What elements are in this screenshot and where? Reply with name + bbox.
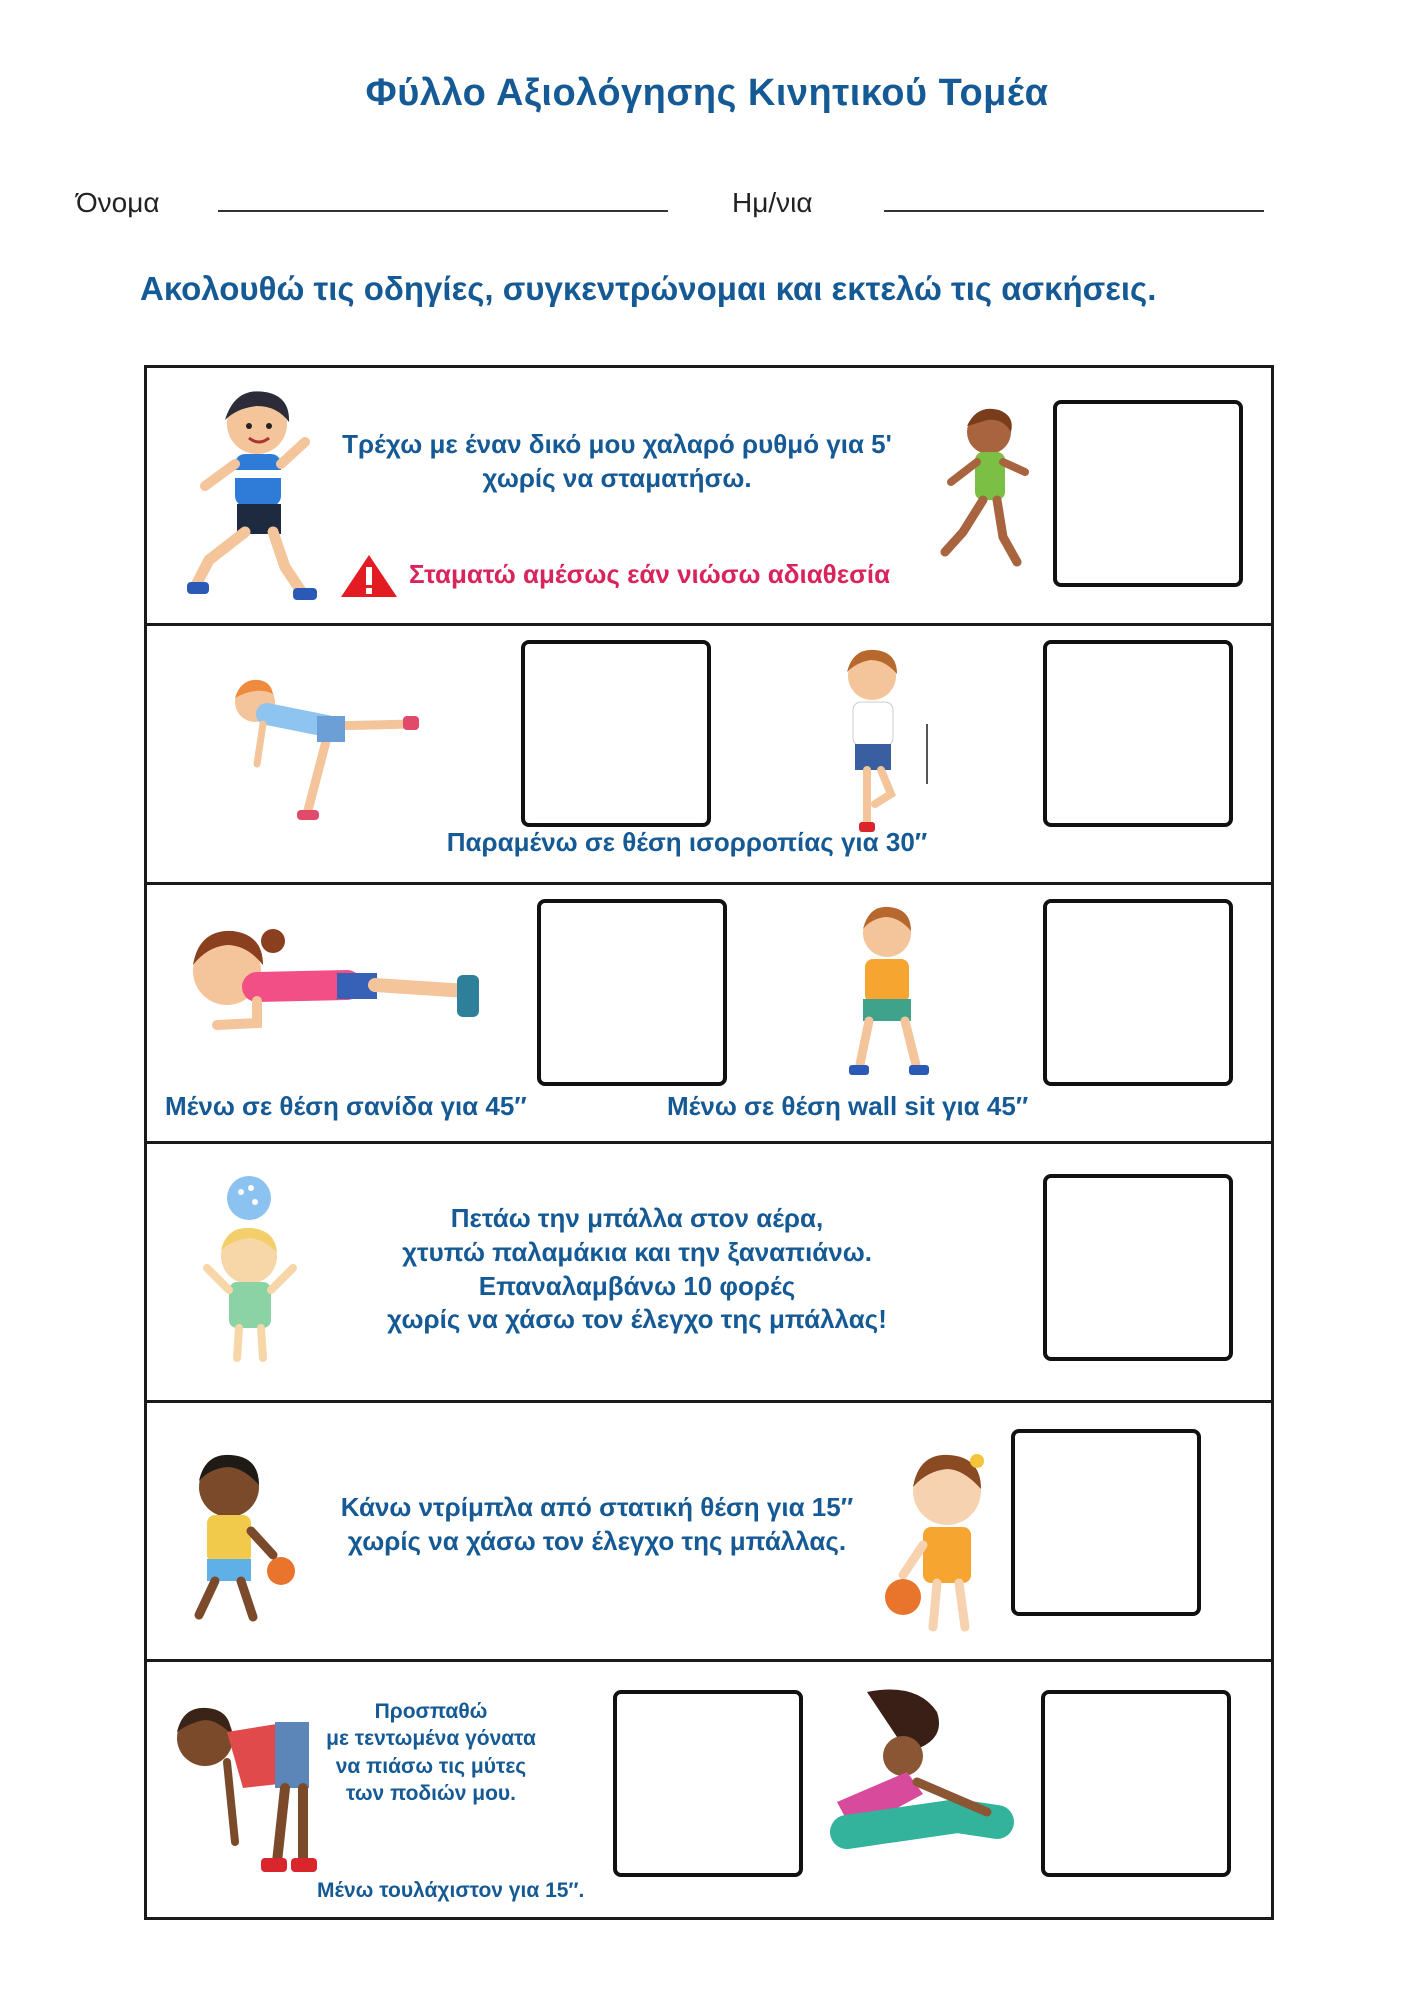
stretch-hold-text: Μένω τουλάχιστον για 15′′. — [317, 1879, 585, 1902]
name-field-line[interactable] — [218, 210, 668, 212]
ball-toss-line-3: Επαναλαμβάνω 10 φορές — [478, 1270, 796, 1301]
dribble-line-2: χωρίς να χάσω τον έλεγχο της μπάλλας. — [347, 1525, 847, 1556]
stretch-line-4: των ποδιών μου. — [346, 1781, 516, 1805]
stretch-line-2: με τεντωμένα γόνατα — [326, 1727, 536, 1751]
exercise-row-plank-wallsit — [147, 885, 1271, 1144]
dribble-girl-illustration — [889, 1447, 999, 1637]
checkbox-balance-2[interactable] — [1043, 640, 1233, 827]
ball-toss-child-illustration — [199, 1172, 309, 1372]
checkbox-balance-1[interactable] — [521, 640, 711, 827]
warning-icon — [339, 551, 399, 601]
page-title: Φύλλο Αξιολόγησης Κινητικού Τομέα — [365, 72, 1049, 114]
warning-text: Σταματώ αμέσως εάν νιώσω αδιαθεσία — [409, 559, 891, 589]
wallsit-text: Μένω σε θέση wall sit για 45′′ — [667, 1091, 1029, 1121]
ball-toss-line-2: χτυπώ παλαμάκια και την ξαναπιάνω. — [402, 1236, 872, 1267]
exercise-row-balance — [147, 626, 1271, 885]
dribble-text — [297, 1491, 897, 1559]
running-text-line-1: Τρέχω με έναν δικό μου χαλαρό ρυθμό για 5' — [342, 429, 892, 459]
ball-toss-text — [347, 1202, 927, 1337]
ball-toss-line-1: Πετάω την μπάλλα στον αέρα, — [450, 1203, 824, 1233]
dribble-line-1: Κάνω ντρίμπλα από στατική θέση για 15′′ — [340, 1492, 854, 1522]
instructions: Ακολουθώ τις οδηγίες, συγκεντρώνομαι και εκτελώ τις ασκήσεις. — [140, 270, 1157, 307]
plank-girl-illustration — [177, 915, 497, 1045]
checkbox-running[interactable] — [1053, 400, 1243, 587]
checkbox-plank[interactable] — [537, 899, 727, 1086]
exercise-row-running — [147, 368, 1271, 626]
exercise-row-ball-toss — [147, 1144, 1271, 1403]
date-label: Ημ/νια — [732, 187, 813, 218]
ball-toss-line-4: χωρίς να χάσω τον έλεγχο της μπάλλας! — [387, 1304, 887, 1335]
dribble-boy-illustration — [163, 1445, 303, 1635]
checkbox-wallsit[interactable] — [1043, 899, 1233, 1086]
exercise-table — [144, 365, 1274, 1920]
balance-boy-illustration — [827, 644, 937, 834]
seated-stretch-girl-illustration — [807, 1682, 1007, 1862]
name-label: Όνομα — [76, 187, 160, 218]
exercise-row-dribble — [147, 1403, 1271, 1662]
checkbox-dribble[interactable] — [1011, 1429, 1201, 1616]
stretch-text — [311, 1698, 551, 1807]
running-girl-illustration — [937, 402, 1037, 582]
forward-bend-boy-illustration — [157, 1692, 317, 1892]
checkbox-ball-toss[interactable] — [1043, 1174, 1233, 1361]
stretch-line-1: Προσπαθώ — [374, 1700, 488, 1723]
checkbox-stretch-2[interactable] — [1041, 1690, 1231, 1877]
exercise-text-running — [317, 428, 917, 496]
date-field-line[interactable] — [884, 210, 1264, 212]
running-boy-illustration — [185, 382, 315, 602]
wallsit-boy-illustration — [833, 899, 943, 1089]
balance-girl-illustration — [217, 664, 417, 824]
stretch-line-3: να πιάσω τις μύτες — [335, 1754, 527, 1778]
balance-text: Παραμένω σε θέση ισορροπίας για 30′′ — [446, 827, 928, 857]
running-text-line-2: χωρίς να σταματήσω. — [482, 462, 752, 493]
plank-text: Μένω σε θέση σανίδα για 45′′ — [165, 1091, 527, 1121]
checkbox-stretch-1[interactable] — [613, 1690, 803, 1877]
exercise-row-stretch — [147, 1662, 1271, 1917]
